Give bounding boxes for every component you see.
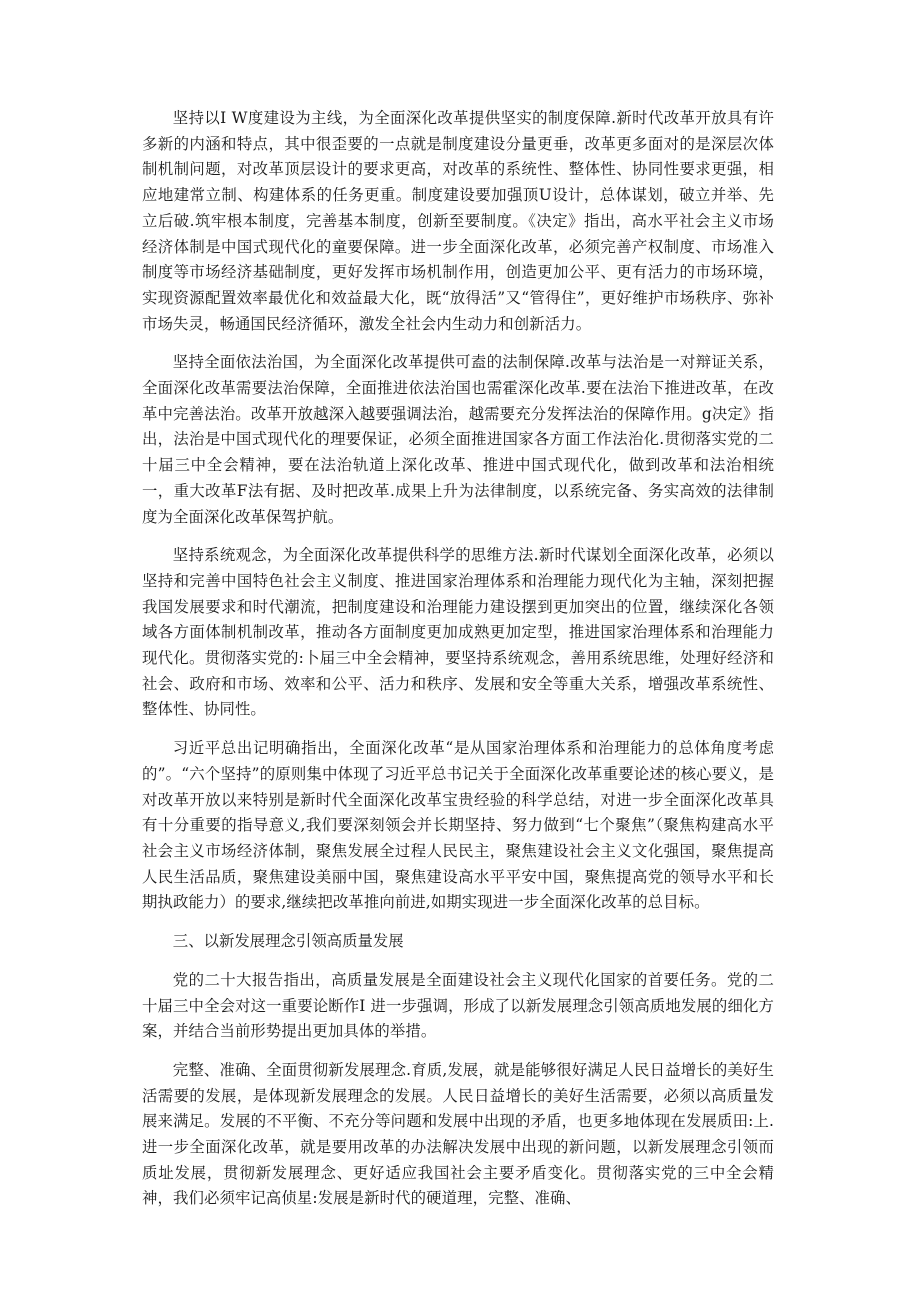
paragraph-new-development-philosophy: 完整、准确、全面贯彻新发展理念.育质,发展，就是能够很好满足人民日益增长的美好生活需要的发展，是体现新发展理念的发展。人民日益增长的美好生活需要，必须以高质量发展来满足。发展的不平衡、不充分等问题和发展中出现的矛盾，也更多地体现在发展质田:上.进一步全面深化改革，就是要用改革的办法解决发展中出现的新问题，以新发展理念引领而质址发展，贯彻新发展理念、更好适应我国社会主要矛盾变化。贯彻落实党的三中全会精神，我们必须牢记高侦星:发展是新时代的硬道理，完整、准确、 (142, 1060, 774, 1208)
paragraph-twentieth-congress: 党的二十大报告指出，高质量发展是全面建设社会主义现代化国家的首要任务。党的二十届三中全会对这一重要论断作I 进一步强调，形成了以新发展理念引领高质地发展的细化方案，并结合当前形势提出更加具体的举措。 (142, 970, 774, 1041)
paragraph-seven-focuses: 习近平总出记明确指出，全面深化改革“是从国家治理体系和治理能力的总体角度考虑的”。“六个坚持”的原则集中体现了习近平总书记关于全面深化改革重要论述的核心要义，是对改革开放以来特别是新时代全面深化改革宝贵经验的科学总结，对进一步全面深化改革具有十分重要的指导意义,我们要深刻领会并长期坚持、努力做到“七个聚焦”（聚焦构建高水平社会主义市场经济体制，聚焦发展全过程人民民主，聚焦建设社会主义文化强国，聚焦提高人民生活品质，聚焦建设美丽中国，聚焦建设高水平平安中国，聚焦提高党的领导水平和长期执政能力）的要求,继续把改革推向前进,如期实现进一步全面深化改革的总目标。 (142, 739, 774, 912)
paragraph-systems-thinking: 坚持系统观念，为全面深化改革提供科学的思维方法.新时代谋划全面深化改革，必须以坚持和完善中国特色社会主义制度、推进国家治理体系和治理能力现代化为主轴，深刻把握我国发展要求和时代潮流，把制度建设和治理能力建设摆到更加突出的位置，继续深化各领域各方面体制机制改革，推动各方面制度更加成熟更加定型，推进国家治理体系和治理能力现代化。贯彻落实党的:卜届三中全会精神，要坚持系统观念，善用系统思维，处理好经济和社会、政府和市场、效率和公平、活力和秩序、发展和安全等重大关系，增强改革系统性、整体性、协同性。 (142, 546, 774, 719)
paragraph-rule-of-law: 坚持全面依法治国，为全面深化改革提供可盍的法制保障.改革与法治是一对辩证关系，全面深化改革需要法治保障，全面推进依法治国也需霍深化改革.要在法治下推进改革，在改革中完善法治。改革开放越深入越要强调法治，越需要充分发挥法治的保障作用。g决定》指出，法治是中国式现代化的理要保证，必须全面推进国家各方面工作法治化.贯彻落实党的二十届三中全会精神，要在法治轨道上深化改革、推进中国式现代化，做到改革和法治相统一，重大改革F法有据、及时把改革.成果上升为法律制度，以系统完备、务实高效的法律制度为全面深化改革保驾护航。 (142, 353, 774, 526)
paragraph-institution-building: 坚持以I W度建设为主线，为全面深化改革提供坚实的制度保障.新时代改革开放具有许多新的内涵和特点，其中很歪要的一点就是制度建设分量更垂，改革更多面对的是深层次体制机制问题，对改革顶层设计的要求更高，对改革的系统性、整体性、协同性要求更强，相应地建常立制、构建体系的任务更重。制度建设要加强顶U设计，总体谋划，破立并举、先立后破.筑牢根本制度，完善基本制度，创新至要制度。《决定》指出，高水平社会主义市场经济体制是中国式现代化的童要保障。进一步全面深化改革，必须完善产权制度、市场准入制度等市场经济基础制度，更好发挥市场机制作用，创造更加公平、更有活力的市场环境，实现资源配置效率最优化和效益最大化，既“放得活”又“管得住”，更好维护市场秩序、弥补市场失灵，畅通国民经济循环，激发全社会内生动力和创新活力。 (142, 109, 774, 333)
section-heading: 三、以新发展理念引领高质量发展 (172, 932, 404, 951)
document-body (142, 106, 774, 1225)
